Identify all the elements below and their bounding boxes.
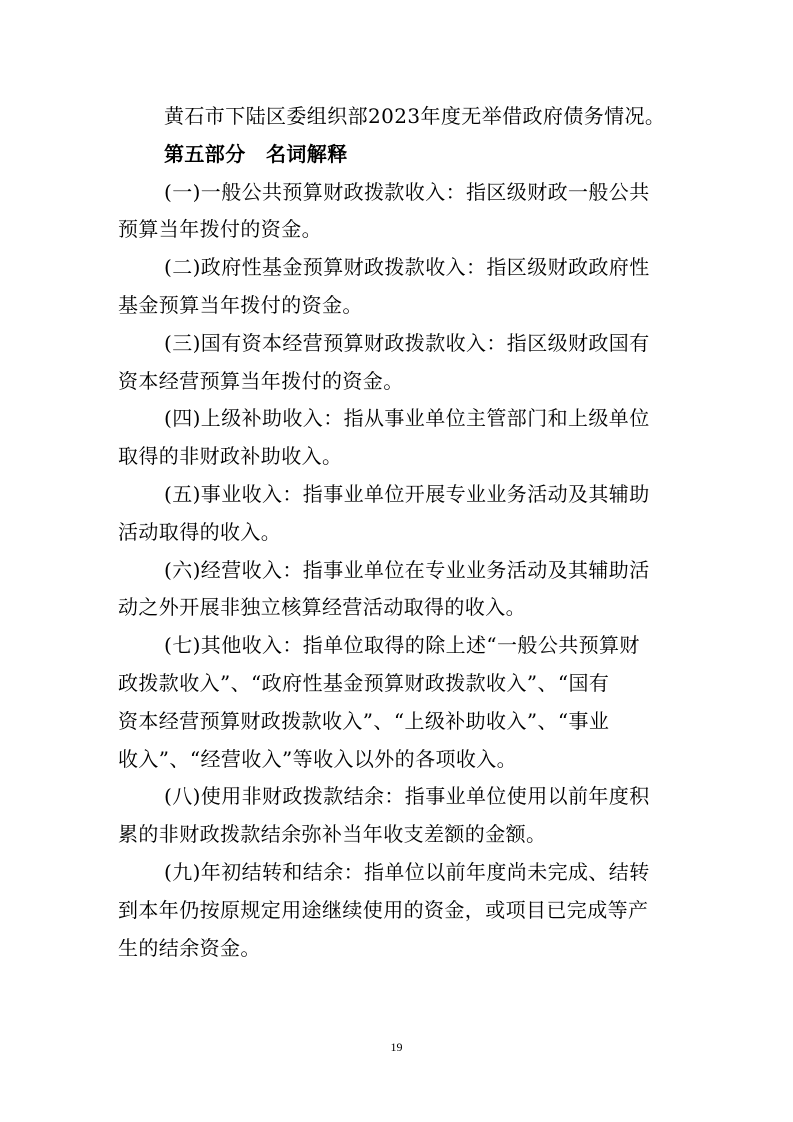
term-definition-start: (二)政府性基金预算财政拨款收入：指区级财政政府性 [164, 255, 650, 280]
term-definition-continuation: 累的非财政拨款结余弥补当年收支差额的金额。 [118, 822, 547, 847]
term-definition-start: (四)上级补助收入：指从事业单位主管部门和上级单位 [164, 406, 650, 431]
term-definition-start: (五)事业收入：指事业单位开展专业业务活动及其辅助 [164, 481, 650, 506]
term-definition-start: (六)经营收入：指事业单位在专业业务活动及其辅助活 [164, 557, 650, 582]
term-definition-continuation: 到本年仍按原规定用途继续使用的资金，或项目已完成等产 [118, 897, 649, 922]
term-definition-continuation: 收入”、“经营收入”等收入以外的各项收入。 [118, 746, 518, 771]
term-definition-continuation: 政拨款收入”、“政府性基金预算财政拨款收入”、“国有 [118, 670, 610, 695]
term-definition-continuation: 资本经营预算财政拨款收入”、“上级补助收入”、“事业 [118, 708, 610, 733]
term-definition-continuation: 资本经营预算当年拨付的资金。 [118, 368, 404, 393]
term-definition-continuation: 取得的非财政补助收入。 [118, 444, 343, 469]
section-heading: 第五部分 名词解释 [164, 141, 348, 166]
term-definition-continuation: 活动取得的收入。 [118, 519, 282, 544]
page-number: 19 [390, 1040, 403, 1054]
term-definition-start: (九)年初结转和结余：指单位以前年度尚未完成、结转 [164, 859, 650, 884]
term-definition-start: (三)国有资本经营预算财政拨款收入：指区级财政国有 [164, 330, 650, 355]
term-definition-start: (七)其他收入：指单位取得的除上述“一般公共预算财 [164, 633, 640, 658]
term-definition-continuation: 基金预算当年拨付的资金。 [118, 292, 363, 317]
term-definition-continuation: 动之外开展非独立核算经营活动取得的收入。 [118, 595, 526, 620]
term-definition-continuation: 生的结余资金。 [118, 935, 261, 960]
term-definition-start: (八)使用非财政拨款结余：指事业单位使用以前年度积 [164, 784, 650, 809]
body-text-line: 黄石市下陆区委组织部2023年度无举借政府债务情况。 [164, 104, 666, 128]
document-page [118, 98, 676, 967]
term-definition-start: (一)一般公共预算财政拨款收入：指区级财政一般公共 [164, 179, 650, 204]
term-definition-continuation: 预算当年拨付的资金。 [118, 217, 322, 242]
